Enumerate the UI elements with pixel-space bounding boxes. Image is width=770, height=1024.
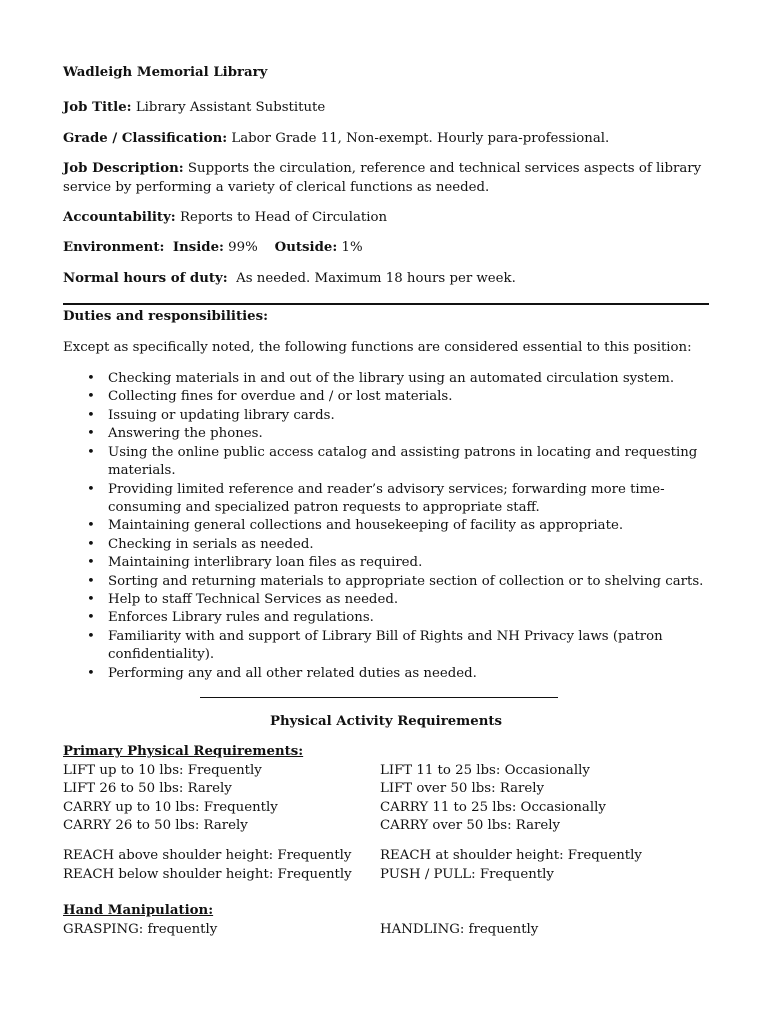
reach-requirements-grid [63,847,709,884]
bullet-icon: • [87,481,95,497]
job-description-value: Supports the circulation, reference and technical services aspects of library service by performing a variety of clerical functions as needed. [63,161,702,195]
requirement-item: GRASPING: frequently [63,921,218,937]
job-description-field [63,160,709,197]
list-item [63,481,709,518]
hand-manipulation-grid [63,921,709,939]
bullet-icon: • [87,371,95,387]
list-item [63,591,709,609]
physical-requirements-title: Physical Activity Requirements [269,713,503,729]
list-item [63,517,709,535]
list-item [63,536,709,554]
job-description-label: Job Description: [63,161,184,177]
hours-label: Normal hours of duty: [63,270,228,286]
grade-label: Grade / Classification: [63,130,228,146]
duty-text: Maintaining general collections and housekeeping of facility as appropriate. [108,518,624,534]
duty-text: Help to staff Technical Services as needed. [108,591,399,607]
hand-manipulation-heading: Hand Manipulation: [63,903,214,919]
bullet-icon: • [87,628,95,644]
duty-text: Checking in serials as needed. [108,536,314,552]
requirement-item: CARRY up to 10 lbs: Frequently [63,799,278,815]
duty-text: Answering the phones. [108,426,263,442]
hours-field [63,270,709,288]
bullet-icon: • [87,610,95,626]
bullet-icon: • [87,573,95,589]
bullet-icon: • [87,665,95,681]
requirement-item: CARRY 11 to 25 lbs: Occasionally [380,799,606,815]
bullet-icon: • [87,389,95,405]
list-item [63,444,709,481]
primary-requirements-grid [63,762,709,836]
bullet-icon: • [87,407,95,423]
duty-text: Maintaining interlibrary loan files as required. [108,555,423,571]
grade-value: Labor Grade 11, Non-exempt. Hourly para-professional. [231,130,610,146]
organization-name: Wadleigh Memorial Library [63,65,268,80]
list-item [63,370,709,388]
list-item [63,609,709,627]
requirement-item: LIFT 26 to 50 lbs: Rarely [63,781,232,797]
duty-text: Issuing or updating library cards. [108,407,335,423]
section-divider [63,303,709,305]
job-title-field [63,99,709,117]
accountability-label: Accountability: [63,210,176,226]
environment-field [63,239,709,257]
duties-list [63,370,709,683]
duty-text: Sorting and returning materials to appropriate section of collection or to shelving carts. [108,573,704,589]
bullet-icon: • [87,444,95,460]
requirement-item: HANDLING: frequently [380,921,539,937]
short-divider [200,697,558,698]
list-item [63,628,709,665]
bullet-icon: • [87,555,95,571]
list-item [63,388,709,406]
grade-field [63,130,709,148]
environment-label: Environment: [63,240,165,256]
list-item [63,665,709,683]
bullet-icon: • [87,536,95,552]
hours-value: As needed. Maximum 18 hours per week. [236,270,516,286]
requirement-item: REACH at shoulder height: Frequently [380,848,642,864]
requirement-item: REACH above shoulder height: Frequently [63,848,352,864]
requirement-item: PUSH / PULL: Frequently [380,866,554,882]
accountability-value: Reports to Head of Circulation [179,210,388,226]
duties-heading: Duties and responsibilities: [63,309,268,325]
duty-text: Using the online public access catalog and assisting patrons in locating and requesting materials. [108,444,698,479]
job-description-document [63,64,709,939]
list-item [63,425,709,443]
duty-text: Enforces Library rules and regulations. [108,610,374,626]
requirement-item: LIFT 11 to 25 lbs: Occasionally [380,762,590,778]
list-item [63,554,709,572]
duty-text: Familiarity with and support of Library Bill of Rights and NH Privacy laws (patron confidentiality). [108,628,663,663]
requirement-item: LIFT up to 10 lbs: Frequently [63,762,262,778]
accountability-field [63,209,709,227]
duty-text: Collecting fines for overdue and / or lost materials. [108,389,453,405]
environment-outside-label: Outside: [274,240,338,256]
duty-text: Providing limited reference and reader’s advisory services; forwarding more time-consuming and specialized patron requests to appropriate staff. [108,481,665,515]
environment-inside-value: 99% [228,240,258,256]
bullet-icon: • [87,591,95,607]
job-title-value: Library Assistant Substitute [135,100,326,116]
requirement-item: LIFT over 50 lbs: Rarely [380,781,545,797]
requirement-item: REACH below shoulder height: Frequently [63,866,352,882]
duties-intro: Except as specifically noted, the following functions are considered essential to this position: [63,339,692,355]
requirement-item: CARRY 26 to 50 lbs: Rarely [63,818,248,833]
environment-inside-label: Inside: [172,240,224,256]
environment-outside-value: 1% [341,240,363,256]
duty-text: Performing any and all other related duties as needed. [108,665,477,681]
list-item [63,407,709,425]
list-item [63,573,709,591]
primary-requirements-heading: Primary Physical Requirements: [63,744,304,760]
duty-text: Checking materials in and out of the library using an automated circulation system. [108,371,675,387]
bullet-icon: • [87,426,95,442]
requirement-item: CARRY over 50 lbs: Rarely [380,818,561,833]
job-title-label: Job Title: [63,100,132,116]
bullet-icon: • [87,518,95,534]
